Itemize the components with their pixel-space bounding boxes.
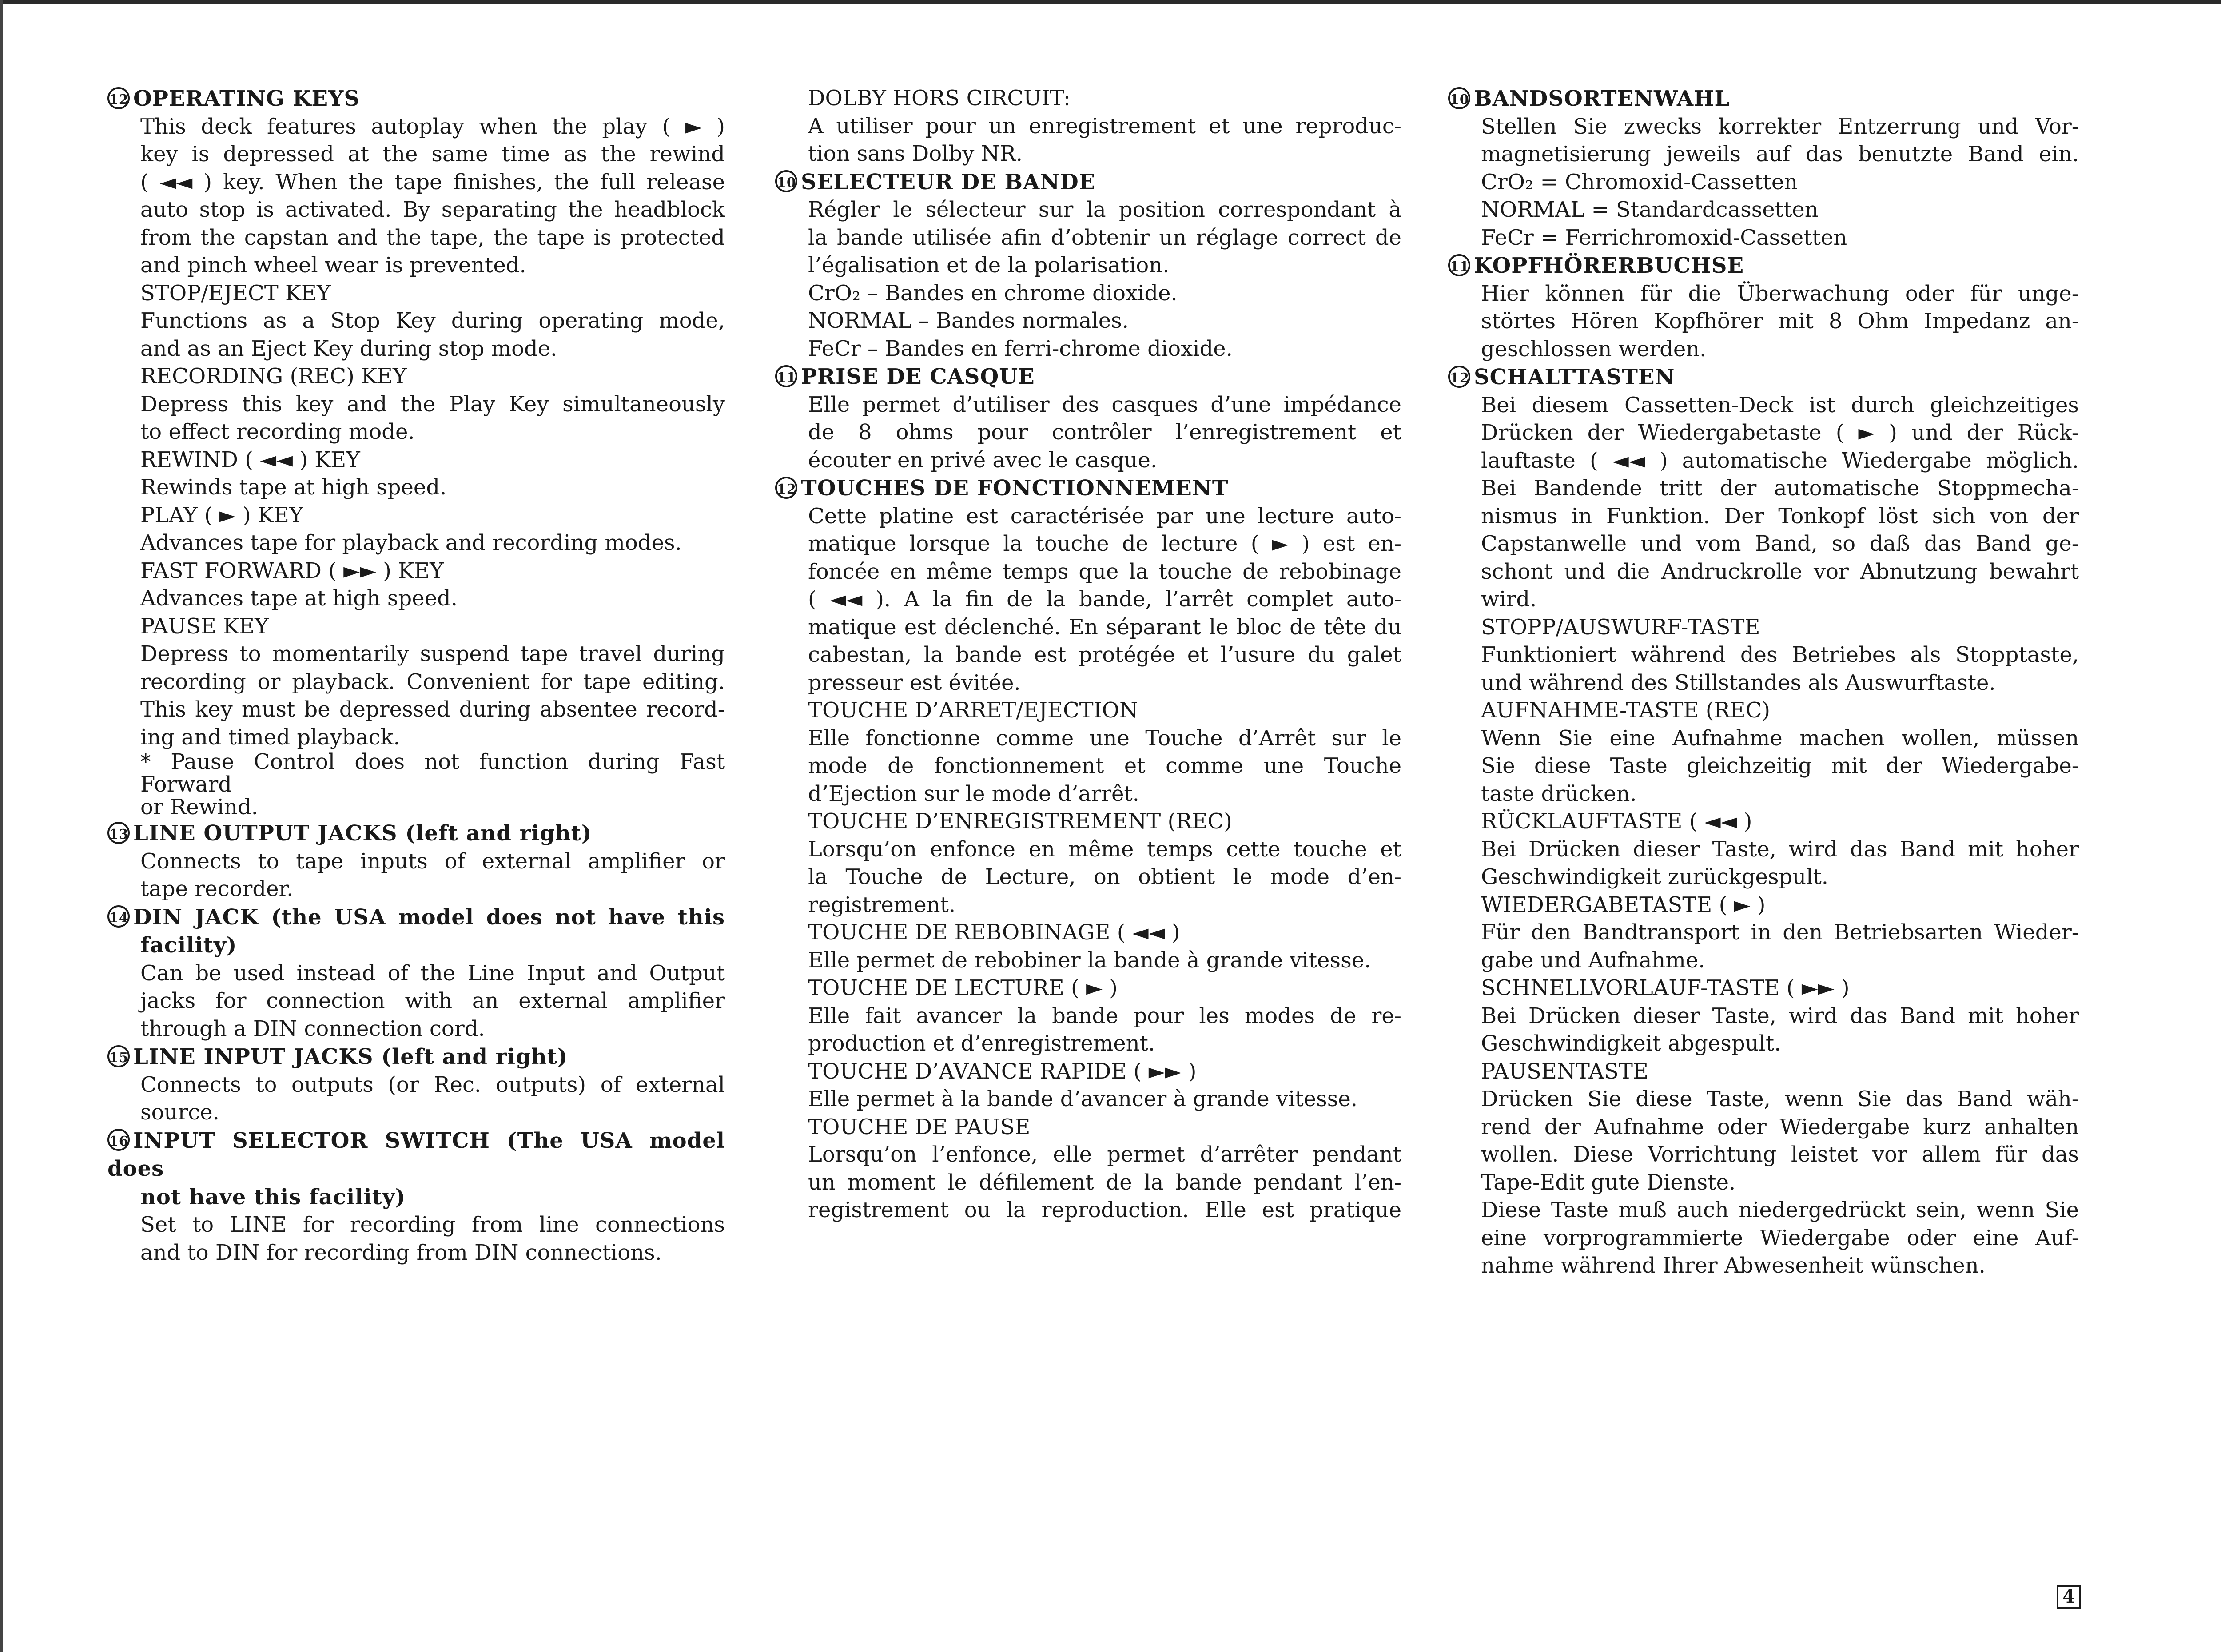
- line-text: Advances tape at high speed.: [140, 586, 458, 611]
- text-line: [775, 697, 1401, 724]
- section-heading: [107, 84, 725, 113]
- circled-number: 14: [107, 905, 130, 928]
- line-text: taste drücken.: [1481, 781, 1637, 806]
- line-text: wird.: [1481, 587, 1537, 612]
- line-text: A utiliser pour un enregistrement et une reproduc-: [808, 113, 1401, 139]
- text-line: [107, 1239, 725, 1267]
- line-text: registrement.: [808, 892, 956, 917]
- line-text: NORMAL – Bandes normales.: [808, 308, 1129, 333]
- text-line: [107, 113, 725, 141]
- text-line: [1448, 585, 2079, 613]
- line-text: Functions as a Stop Key during operating mode,: [140, 308, 725, 333]
- text-line: [775, 1030, 1401, 1058]
- line-text: Lorsqu’on enfonce en même temps cette touche et: [808, 836, 1401, 862]
- line-text: Elle fait avancer la bande pour les modes de re-: [808, 1003, 1401, 1028]
- line-text: presseur est évitée.: [808, 670, 1021, 695]
- section-heading: [775, 362, 1401, 391]
- text-line: [775, 752, 1401, 780]
- line-text: BANDSORTENWAHL: [1474, 86, 1730, 111]
- line-text: REWIND ( ◄◄ ) KEY: [140, 447, 360, 472]
- line-text: source.: [140, 1100, 219, 1125]
- circled-number: 10: [775, 170, 797, 192]
- line-text: lauftaste ( ◄◄ ) automatische Wiedergabe möglich.: [1481, 448, 2079, 473]
- line-text: DIN JACK (the USA model does not have this: [133, 904, 725, 930]
- text-line: [107, 640, 725, 668]
- text-line: [1448, 1196, 2079, 1224]
- text-line: [775, 558, 1401, 586]
- line-text: RECORDING (REC) KEY: [140, 364, 407, 389]
- text-line: [1448, 502, 2079, 530]
- section-heading: [775, 168, 1401, 196]
- line-text: FeCr = Ferrichromoxid-Cassetten: [1481, 225, 1847, 250]
- line-text: CrO₂ = Chromoxid-Cassetten: [1481, 169, 1798, 195]
- text-line: [775, 391, 1401, 419]
- text-line: [1448, 1169, 2079, 1197]
- text-line: [107, 362, 725, 390]
- text-line: [107, 875, 725, 903]
- text-line: [107, 335, 725, 363]
- line-text: INPUT SELECTOR SWITCH (The USA model does: [107, 1128, 725, 1181]
- line-text: TOUCHES DE FONCTIONNEMENT: [801, 476, 1229, 501]
- text-line: [1448, 641, 2079, 669]
- line-text: Diese Taste muß auch niedergedrückt sein, wenn Sie: [1481, 1198, 2079, 1222]
- text-line: [775, 251, 1401, 279]
- text-line: [775, 891, 1401, 919]
- text-line: [107, 502, 725, 529]
- line-text: CrO₂ – Bandes en chrome dioxide.: [808, 280, 1178, 306]
- line-text: tion sans Dolby NR.: [808, 141, 1023, 166]
- line-text: nismus in Funktion. Der Tonkopf löst sich von der: [1481, 503, 2079, 529]
- line-text: geschlossen werden.: [1481, 336, 1707, 362]
- line-text: recording or playback. Convenient for tape editing.: [140, 669, 725, 694]
- text-line: [107, 987, 725, 1015]
- line-text: cabestan, la bande est protégée et l’usure du galet: [808, 642, 1401, 667]
- text-line: [775, 530, 1401, 558]
- text-line: [775, 585, 1401, 613]
- text-line: [775, 1058, 1401, 1086]
- text-line: [107, 1211, 725, 1239]
- left-border: [0, 0, 3, 1652]
- section-heading: [107, 819, 725, 848]
- line-text: not have this facility): [140, 1184, 406, 1210]
- text-line: [775, 780, 1401, 808]
- text-line: [107, 140, 725, 168]
- line-text: matique lorsque la touche de lecture ( ► ) est en-: [808, 531, 1401, 556]
- text-line: [775, 1085, 1401, 1113]
- line-text: écouter en privé avec le casque.: [808, 447, 1158, 473]
- line-text: KOPFHÖRERBUCHSE: [1474, 253, 1744, 278]
- text-line: [107, 668, 725, 696]
- text-line: [775, 140, 1401, 168]
- line-text: Cette platine est caractérisée par une lecture auto-: [808, 503, 1401, 529]
- line-text: la bande utilisée afin d’obtenir un réglage correct de: [808, 225, 1401, 250]
- text-line: [775, 279, 1401, 307]
- line-text: matique est déclenché. En séparant le bloc de tête du: [808, 614, 1401, 640]
- text-line: [1448, 530, 2079, 558]
- section-heading: [775, 474, 1401, 502]
- section-heading: [107, 903, 725, 931]
- text-line: [775, 224, 1401, 252]
- line-text: Hier können für die Überwachung oder für unge-: [1481, 281, 2079, 306]
- text-line: [1448, 669, 2079, 697]
- line-text: un moment le défilement de la bande pendant l’en-: [808, 1170, 1401, 1195]
- text-line: [1448, 447, 2079, 475]
- text-line: [1448, 752, 2079, 780]
- line-text: LINE OUTPUT JACKS (left and right): [133, 821, 592, 846]
- text-line: [1448, 613, 2079, 641]
- footnote-line: [107, 796, 725, 819]
- line-text: FeCr – Bandes en ferri-chrome dioxide.: [808, 336, 1233, 361]
- section-heading: [107, 1043, 725, 1071]
- text-line: [775, 863, 1401, 891]
- text-line: [775, 613, 1401, 641]
- text-line: [775, 1113, 1401, 1141]
- text-line: [107, 724, 725, 752]
- text-line: [107, 474, 725, 502]
- line-text: Elle permet à la bande d’avancer à grande vitesse.: [808, 1087, 1358, 1111]
- line-text: and to DIN for recording from DIN connections.: [140, 1240, 662, 1265]
- line-text: and as an Eject Key during stop mode.: [140, 336, 557, 361]
- text-line: [775, 1169, 1401, 1197]
- line-text: through a DIN connection cord.: [140, 1016, 485, 1041]
- text-line: [1448, 891, 2079, 919]
- text-line: [1448, 335, 2079, 363]
- line-text: la Touche de Lecture, on obtient le mode d’en-: [808, 864, 1401, 889]
- line-text: Sie diese Taste gleichzeitig mit der Wiedergabe-: [1481, 753, 2079, 778]
- text-line: [1448, 1058, 2079, 1086]
- line-text: Tape-Edit gute Dienste.: [1481, 1170, 1736, 1195]
- text-line: [775, 641, 1401, 669]
- line-text: Elle permet de rebobiner la bande à grande vitesse.: [808, 947, 1371, 973]
- text-line: [1448, 724, 2079, 752]
- line-text: facility): [140, 933, 237, 958]
- line-text: gabe und Aufnahme.: [1481, 947, 1705, 973]
- line-text: Connects to tape inputs of external amplifier or: [140, 848, 725, 874]
- circled-number: 10: [1448, 87, 1470, 109]
- line-text: to effect recording mode.: [140, 419, 415, 444]
- line-text: TOUCHE DE REBOBINAGE ( ◄◄ ): [808, 920, 1180, 945]
- text-line: [1448, 863, 2079, 891]
- text-line: [1448, 808, 2079, 836]
- text-line: [1448, 697, 2079, 724]
- line-text: SCHNELLVORLAUF-TASTE ( ►► ): [1481, 975, 1850, 1000]
- text-line: [107, 279, 725, 307]
- page-number: 4: [2057, 1585, 2081, 1609]
- section-heading: [1448, 251, 2079, 280]
- line-text: Bei Drücken dieser Taste, wird das Band mit hoher: [1481, 836, 2079, 862]
- text-line: [107, 848, 725, 876]
- text-line: [1448, 1141, 2079, 1169]
- line-text: wollen. Diese Vorrichtung leistet vor allem für das: [1481, 1142, 2079, 1167]
- line-text: foncée en même temps que la touche de rebobinage: [808, 559, 1401, 584]
- text-line: [775, 418, 1401, 446]
- circled-number: 12: [1448, 366, 1470, 388]
- text-line: [1448, 280, 2079, 308]
- line-text: FAST FORWARD ( ►► ) KEY: [140, 558, 444, 583]
- line-text: auto stop is activated. By separating the headblock: [140, 197, 725, 222]
- text-line: [107, 529, 725, 557]
- text-line: [1448, 947, 2079, 975]
- text-line: [775, 196, 1401, 224]
- column-french: [775, 84, 1401, 1224]
- text-line: [775, 335, 1401, 363]
- line-text: TOUCHE D’AVANCE RAPIDE ( ►► ): [808, 1059, 1197, 1084]
- line-text: PRISE DE CASQUE: [801, 364, 1035, 389]
- line-text: NORMAL = Standardcassetten: [1481, 197, 1819, 222]
- line-text: WIEDERGABETASTE ( ► ): [1481, 892, 1766, 917]
- line-text: Régler le sélecteur sur la position correspondant à: [808, 197, 1401, 222]
- line-text: OPERATING KEYS: [133, 86, 360, 111]
- section-heading: [107, 1127, 725, 1183]
- text-line: [107, 696, 725, 724]
- text-line: [1448, 780, 2079, 808]
- line-text: Drücken Sie diese Taste, wenn Sie das Band wäh-: [1481, 1087, 2079, 1111]
- circled-number: 11: [1448, 254, 1470, 276]
- text-line: [775, 502, 1401, 530]
- line-text: This key must be depressed during absentee record-: [140, 697, 725, 722]
- line-text: SCHALTTASTEN: [1474, 365, 1675, 390]
- text-line: [1448, 391, 2079, 419]
- line-text: or Rewind.: [140, 795, 258, 820]
- text-line: [1448, 1002, 2079, 1030]
- text-line: [107, 224, 725, 252]
- text-line: [107, 959, 725, 987]
- text-line: [775, 669, 1401, 697]
- line-text: TOUCHE DE PAUSE: [808, 1114, 1031, 1139]
- line-text: Stellen Sie zwecks korrekter Entzerrung und Vor-: [1481, 114, 2079, 139]
- text-line: [107, 1015, 725, 1043]
- column-english: [107, 84, 725, 1266]
- text-line: [1448, 224, 2079, 252]
- text-line: [107, 307, 725, 335]
- text-line: [107, 1071, 725, 1099]
- line-text: Geschwindigkeit abgespult.: [1481, 1031, 1781, 1056]
- circled-number: 15: [107, 1045, 130, 1067]
- line-text: and pinch wheel wear is prevented.: [140, 253, 526, 278]
- line-text: Advances tape for playback and recording modes.: [140, 530, 682, 555]
- text-line: [107, 251, 725, 279]
- text-line: [775, 1141, 1401, 1169]
- text-line: [1448, 474, 2079, 502]
- text-line: [1448, 1085, 2079, 1113]
- line-text: Bei diesem Cassetten-Deck ist durch gleichzeitiges: [1481, 392, 2079, 418]
- line-text: Connects to outputs (or Rec. outputs) of external: [140, 1072, 725, 1097]
- line-text: AUFNAHME-TASTE (REC): [1481, 698, 1771, 723]
- text-line: [775, 112, 1401, 140]
- text-line: [775, 836, 1401, 864]
- line-text: ( ◄◄ ). A la fin de la bande, l’arrêt complet auto-: [808, 587, 1401, 612]
- text-line: [775, 724, 1401, 752]
- line-text: Can be used instead of the Line Input and Output: [140, 960, 725, 986]
- line-text: LINE INPUT JACKS (left and right): [133, 1044, 568, 1069]
- line-text: de 8 ohms pour contrôler l’enregistrement et: [808, 420, 1401, 445]
- line-text: from the capstan and the tape, the tape is protected: [140, 225, 725, 250]
- line-text: Lorsqu’on l’enfonce, elle permet d’arrêter pendant: [808, 1142, 1401, 1167]
- text-line: [775, 307, 1401, 335]
- text-line: [1448, 836, 2079, 864]
- line-text: Elle permet d’utiliser des casques d’une impédance: [808, 392, 1401, 417]
- circled-number: 11: [775, 365, 797, 387]
- line-text: STOPP/AUSWURF-TASTE: [1481, 614, 1760, 640]
- line-text: SELECTEUR DE BANDE: [801, 169, 1096, 195]
- line-text: l’égalisation et de la polarisation.: [808, 253, 1170, 278]
- text-line: [1448, 1224, 2079, 1252]
- line-text: schont und die Andruckrolle vor Abnutzung bewahrt: [1481, 559, 2079, 584]
- line-text: TOUCHE D’ARRET/EJECTION: [808, 698, 1138, 723]
- circled-number: 13: [107, 822, 130, 844]
- text-line: [1448, 919, 2079, 947]
- column-german: [1448, 84, 2079, 1280]
- circled-number: 12: [107, 87, 130, 109]
- line-text: * Pause Control does not function during Fast Forward: [140, 749, 725, 797]
- text-line: [775, 808, 1401, 836]
- text-line: [107, 1183, 725, 1211]
- line-text: Set to LINE for recording from line connections: [140, 1212, 725, 1237]
- section-heading: [1448, 84, 2079, 113]
- text-line: [1448, 1252, 2079, 1280]
- text-line: [775, 1002, 1401, 1030]
- line-text: TOUCHE DE LECTURE ( ► ): [808, 975, 1118, 1000]
- line-text: Depress this key and the Play Key simultaneously: [140, 391, 725, 417]
- line-text: Elle fonctionne comme une Touche d’Arrêt sur le: [808, 725, 1401, 751]
- line-text: Drücken der Wiedergabetaste ( ► ) und der Rück-: [1481, 420, 2079, 445]
- line-text: ing and timed playback.: [140, 724, 400, 750]
- line-text: PAUSENTASTE: [1481, 1059, 1648, 1084]
- section-heading: [1448, 363, 2079, 391]
- text-line: [1448, 974, 2079, 1002]
- text-line: [775, 1196, 1401, 1224]
- line-text: und während des Stillstandes als Auswurftaste.: [1481, 670, 1996, 695]
- line-text: production et d’enregistrement.: [808, 1031, 1155, 1056]
- footnote-line: [107, 751, 725, 796]
- line-text: eine vorprogrammierte Wiedergabe oder eine Auf-: [1481, 1225, 2079, 1250]
- text-line: [1448, 140, 2079, 168]
- line-text: Bei Drücken dieser Taste, wird das Band mit hoher: [1481, 1003, 2079, 1028]
- line-text: jacks for connection with an external amplifier: [140, 988, 725, 1013]
- text-line: [775, 919, 1401, 947]
- line-text: Wenn Sie eine Aufnahme machen wollen, müssen: [1481, 725, 2079, 751]
- text-line: [107, 418, 725, 446]
- text-line: [1448, 1113, 2079, 1141]
- text-line: [1448, 558, 2079, 586]
- line-text: STOP/EJECT KEY: [140, 280, 331, 306]
- line-text: Rewinds tape at high speed.: [140, 475, 447, 500]
- line-text: Für den Bandtransport in den Betriebsarten Wieder-: [1481, 920, 2079, 945]
- line-text: Depress to momentarily suspend tape travel during: [140, 641, 725, 666]
- line-text: DOLBY HORS CIRCUIT:: [808, 86, 1071, 111]
- text-line: [107, 585, 725, 613]
- text-line: [107, 196, 725, 224]
- text-line: [1448, 196, 2079, 224]
- text-line: [775, 84, 1401, 112]
- line-text: tape recorder.: [140, 876, 294, 901]
- line-text: mode de fonctionnement et comme une Touche: [808, 753, 1401, 778]
- line-text: key is depressed at the same time as the rewind: [140, 142, 725, 167]
- line-text: Geschwindigkeit zurückgespult.: [1481, 864, 1829, 889]
- line-text: This deck features autoplay when the play ( ► ): [140, 114, 725, 139]
- text-line: [1448, 307, 2079, 335]
- circled-number: 16: [107, 1129, 130, 1151]
- text-line: [1448, 419, 2079, 447]
- line-text: nahme während Ihrer Abwesenheit wünschen.: [1481, 1253, 1986, 1278]
- line-text: PLAY ( ► ) KEY: [140, 502, 303, 528]
- text-line: [107, 557, 725, 585]
- line-text: ( ◄◄ ) key. When the tape finishes, the full release: [140, 169, 725, 195]
- line-text: magnetisierung jeweils auf das benutzte Band ein.: [1481, 142, 2079, 167]
- top-border: [0, 0, 2221, 4]
- text-line: [107, 613, 725, 641]
- line-text: Capstanwelle und vom Band, so daß das Band ge-: [1481, 531, 2079, 556]
- line-text: störtes Hören Kopfhörer mit 8 Ohm Impedanz an-: [1481, 309, 2079, 334]
- line-text: rend der Aufnahme oder Wiedergabe kurz anhalten: [1481, 1114, 2079, 1139]
- line-text: d’Ejection sur le mode d’arrêt.: [808, 781, 1139, 806]
- text-line: [107, 931, 725, 959]
- text-line: [107, 446, 725, 474]
- line-text: Funktioniert während des Betriebes als Stopptaste,: [1481, 642, 2079, 667]
- text-line: [107, 1099, 725, 1127]
- text-line: [1448, 1030, 2079, 1058]
- text-line: [775, 974, 1401, 1002]
- text-line: [1448, 113, 2079, 141]
- text-line: [775, 446, 1401, 474]
- line-text: PAUSE KEY: [140, 613, 269, 639]
- text-line: [775, 947, 1401, 975]
- line-text: TOUCHE D’ENREGISTREMENT (REC): [808, 809, 1232, 834]
- text-line: [1448, 168, 2079, 196]
- line-text: Bei Bandende tritt der automatische Stoppmecha-: [1481, 476, 2079, 501]
- line-text: RÜCKLAUFTASTE ( ◄◄ ): [1481, 809, 1752, 834]
- circled-number: 12: [775, 477, 797, 499]
- text-line: [107, 390, 725, 418]
- line-text: registrement ou la reproduction. Elle est pratique: [808, 1198, 1401, 1222]
- text-line: [107, 168, 725, 196]
